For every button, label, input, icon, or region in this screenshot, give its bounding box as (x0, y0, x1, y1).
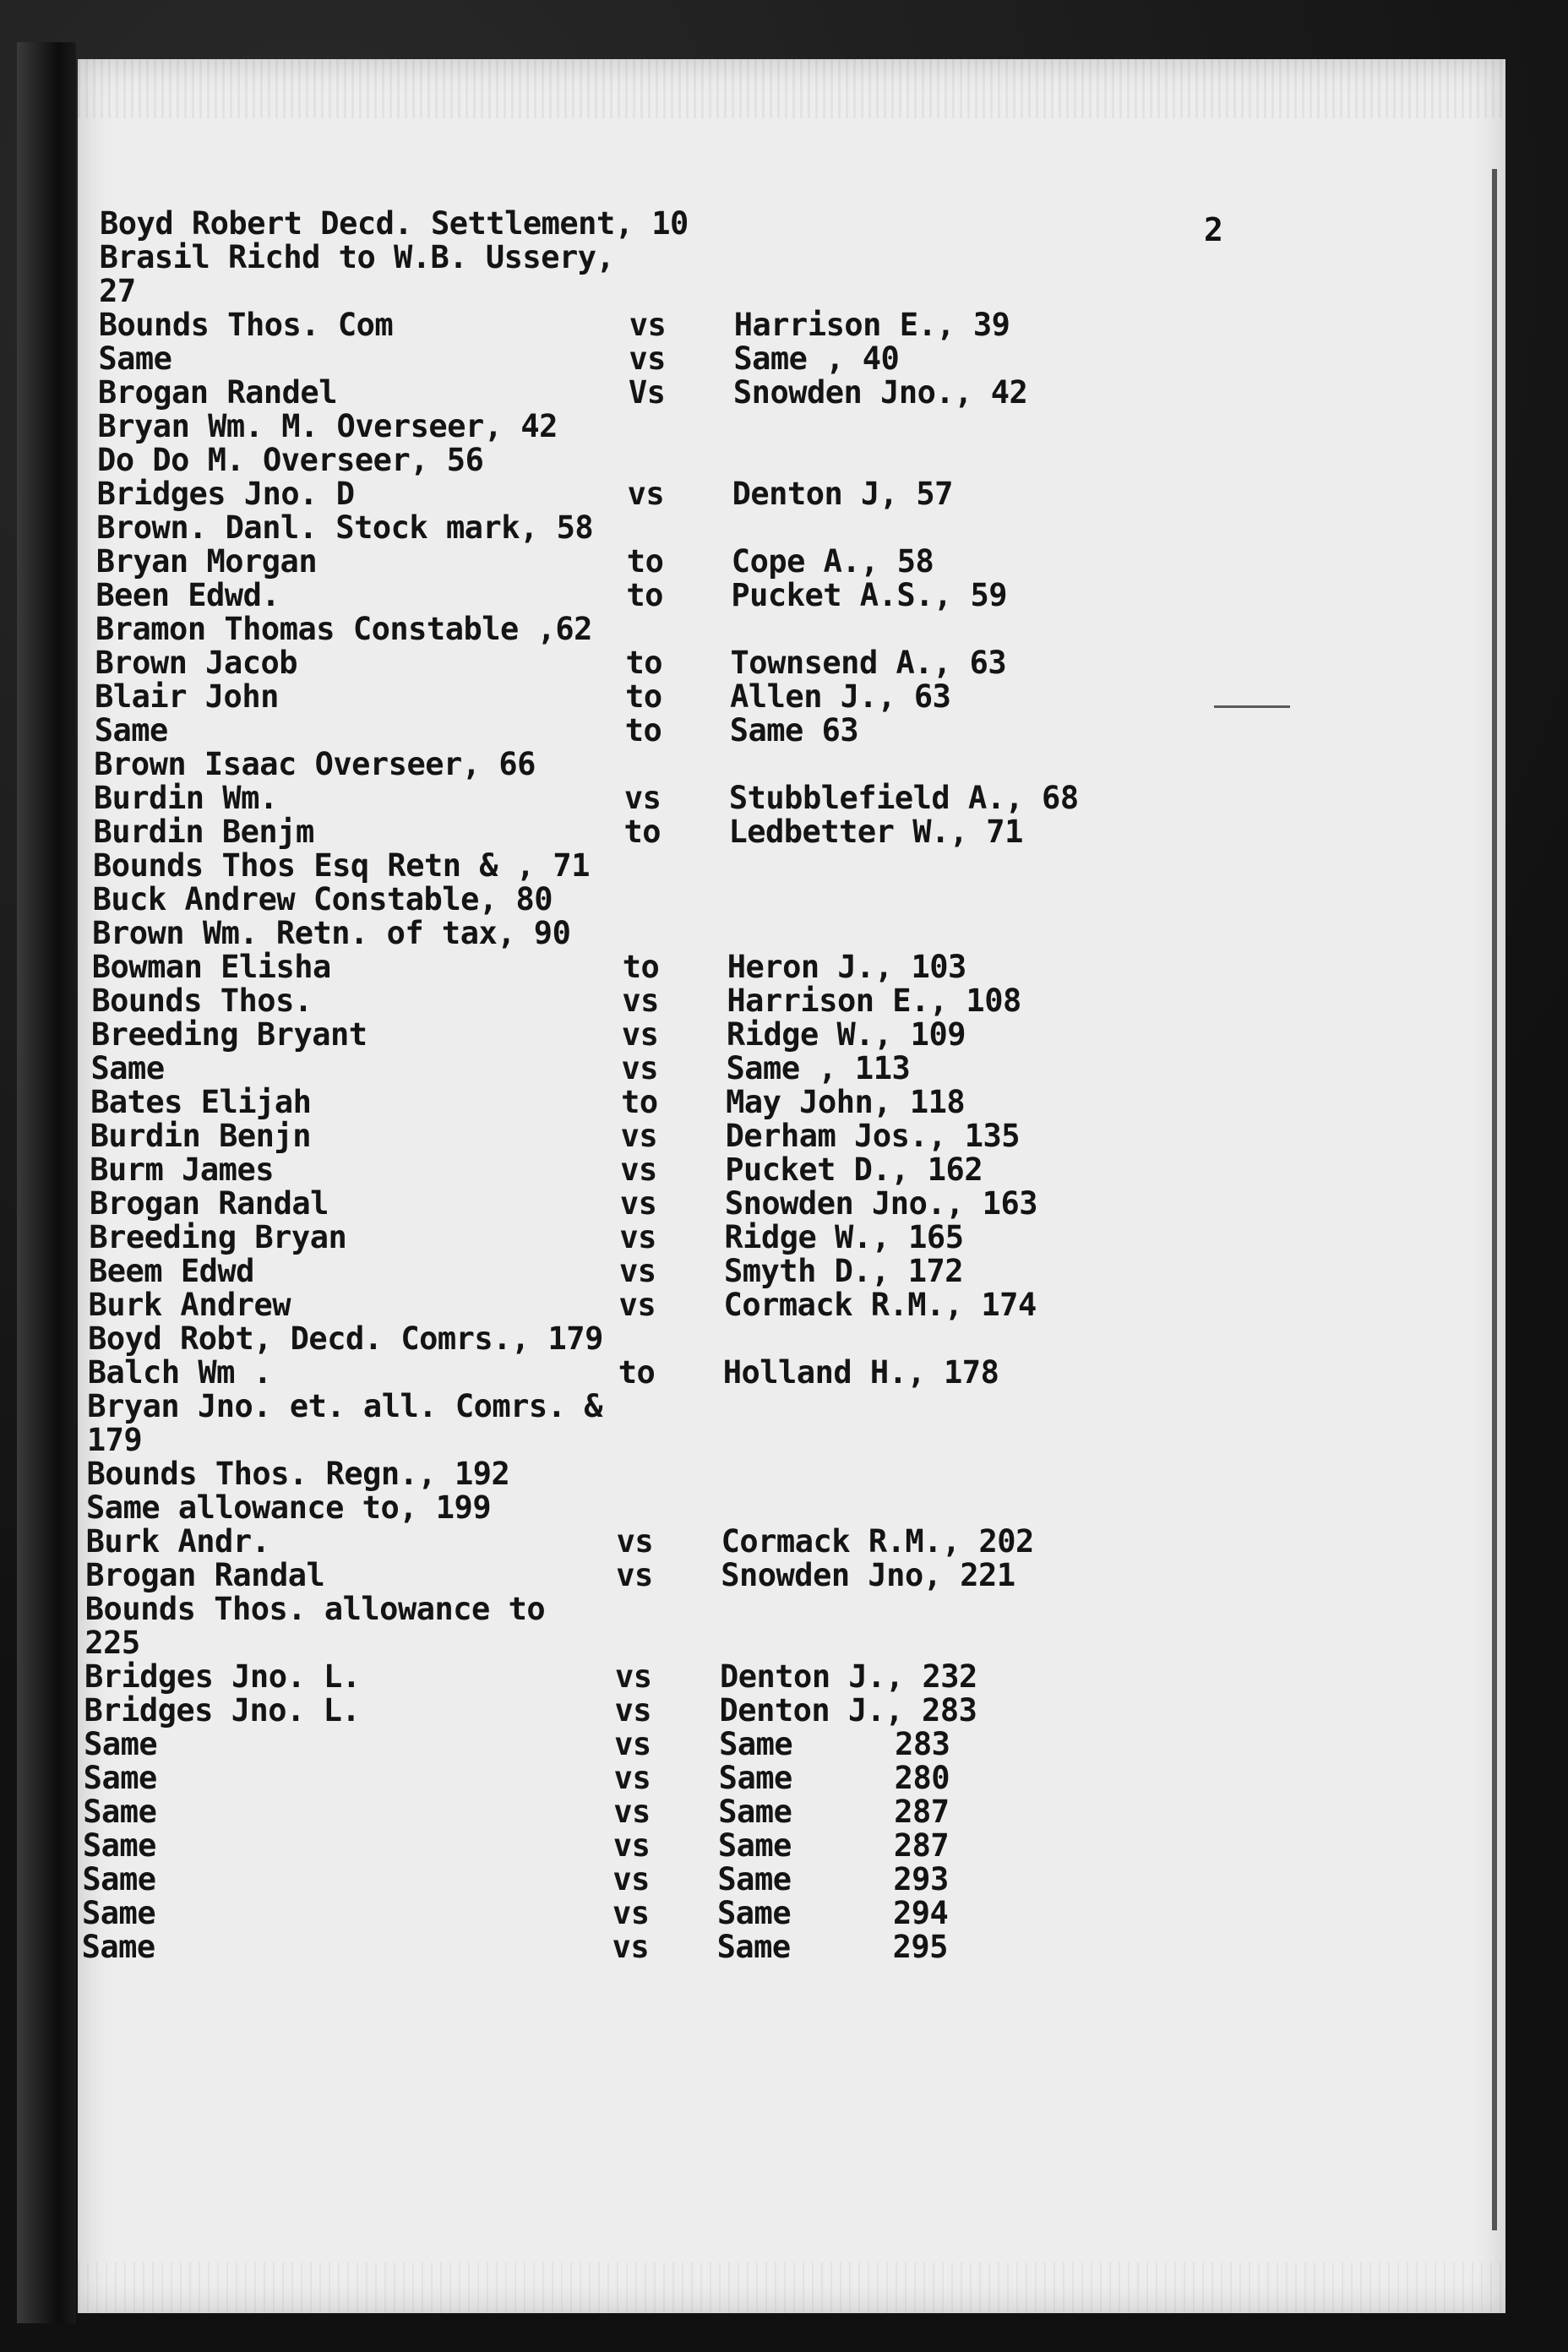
document-page (78, 59, 1505, 2313)
entry-name: Same (94, 712, 168, 749)
entry-name: Balch Wm . (87, 1354, 272, 1391)
entry-other-party: Same (717, 1861, 792, 1897)
entry-other-party: Snowden Jno, 221 (721, 1557, 1015, 1593)
entry-page-ref: 293 (893, 1861, 949, 1897)
entry-relation: vs (613, 1760, 651, 1796)
entry-other-party: Same (716, 1929, 791, 1965)
entry-other-party: Same (718, 1760, 792, 1796)
entry-name: Same (81, 1929, 155, 1965)
entry-other-party: Harrison E., 39 (733, 307, 1010, 343)
entry-name: Bridges Jno. L. (84, 1658, 361, 1695)
entry-relation: to (623, 814, 661, 850)
entry-other-party: Derham Jos., 135 (725, 1118, 1021, 1154)
entry-relation: vs (612, 1861, 650, 1897)
entry-name: Bryan Morgan (95, 543, 318, 580)
entry-other-party: Snowden Jno., 163 (724, 1185, 1038, 1222)
entry-page-ref: 294 (893, 1895, 949, 1931)
entry-name: Bounds Thos Esq Retn & , 71 (93, 847, 590, 884)
entry-relation: vs (629, 340, 666, 377)
index-entries (78, 59, 1505, 2313)
entry-relation: to (622, 949, 660, 985)
entry-name: Bryan Jno. et. all. Comrs. & (87, 1388, 603, 1424)
entry-name: 225 (84, 1625, 140, 1661)
entry-other-party: Snowden Jno., 42 (732, 374, 1028, 411)
entry-relation: to (626, 577, 663, 613)
entry-name: Same (98, 340, 172, 377)
entry-name: 179 (86, 1422, 143, 1458)
entry-relation: vs (620, 1118, 658, 1154)
entry-relation: vs (616, 1523, 654, 1560)
entry-relation: vs (612, 1895, 650, 1931)
entry-relation: to (626, 543, 664, 580)
entry-other-party: May John, 118 (726, 1084, 966, 1120)
entry-name: Been Edwd. (95, 577, 280, 613)
entry-relation: vs (622, 983, 659, 1019)
entry-name: Blair John (95, 678, 279, 715)
entry-name: Boyd Robt, Decd. Comrs., 179 (88, 1320, 603, 1357)
entry-relation: vs (614, 1658, 652, 1695)
entry-name: Bounds Thos. Com (98, 307, 394, 343)
entry-other-party: Same , 40 (733, 340, 900, 377)
entry-other-party: Same (717, 1895, 792, 1931)
entry-name: Bounds Thos. allowance to (84, 1591, 546, 1627)
entry-page-ref: 295 (892, 1929, 948, 1965)
entry-page-ref: 283 (895, 1726, 950, 1762)
entry-name: Same (82, 1895, 156, 1931)
entry-other-party: Cormack R.M., 174 (723, 1287, 1037, 1323)
page-number: 2 (1204, 211, 1223, 248)
entry-name: Do Do M. Overseer, 56 (97, 442, 484, 478)
entry-relation: to (621, 1084, 658, 1120)
entry-name: Bounds Thos. (91, 983, 313, 1019)
entry-name: Brown. Danl. Stock mark, 58 (96, 509, 594, 546)
entry-relation: vs (616, 1557, 653, 1593)
entry-other-party: Cormack R.M., 202 (721, 1523, 1034, 1560)
entry-name: Bramon Thomas Constable ,62 (95, 611, 592, 647)
entry-other-party: Cope A., 58 (731, 543, 934, 580)
entry-name: Burdin Wm. (93, 780, 278, 816)
entry-name: Burk Andr. (85, 1523, 270, 1560)
entry-name: Brogan Randal (85, 1557, 325, 1593)
entry-other-party: Denton J., 232 (719, 1658, 977, 1695)
entry-other-party: Stubblefield A., 68 (728, 780, 1079, 816)
entry-name: Bates Elijah (90, 1084, 312, 1120)
entry-name: Beem Edwd (88, 1253, 254, 1289)
entry-name: Burdin Benjn (90, 1118, 311, 1154)
entry-name: Same (82, 1827, 156, 1864)
entry-name: Brown Isaac Overseer, 66 (94, 746, 536, 782)
entry-name: Brown Jacob (95, 645, 298, 681)
entry-name: Bridges Jno. D (96, 476, 355, 512)
entry-name: Burm James (90, 1152, 274, 1188)
entry-relation: vs (618, 1253, 656, 1289)
entry-name: Breeding Bryant (90, 1016, 368, 1053)
entry-relation: vs (620, 1152, 657, 1188)
entry-other-party: Same (717, 1827, 792, 1864)
entry-relation: vs (619, 1219, 656, 1255)
entry-relation: to (625, 645, 663, 681)
entry-name: Brasil Richd to W.B. Ussery, (99, 239, 615, 275)
entry-other-party: Pucket D., 162 (725, 1152, 983, 1188)
entry-relation: vs (619, 1185, 657, 1222)
entry-name: Brogan Randal (89, 1185, 329, 1222)
entry-page-ref: 280 (894, 1760, 950, 1796)
entry-name: Brown Wm. Retn. of tax, 90 (92, 915, 571, 951)
entry-other-party: Denton J, 57 (732, 476, 953, 512)
entry-name: Burk Andrew (88, 1287, 291, 1323)
entry-name: Same (82, 1861, 156, 1897)
entry-other-party: Denton J., 283 (719, 1692, 977, 1729)
entry-other-party: Ridge W., 165 (724, 1219, 964, 1255)
entry-other-party: Ridge W., 109 (726, 1016, 966, 1053)
entry-name: Bowman Elisha (91, 949, 331, 985)
entry-relation: vs (621, 1016, 659, 1053)
entry-name: Boyd Robert Decd. Settlement, 10 (100, 205, 689, 242)
entry-name: Buck Andrew Constable, 80 (92, 881, 553, 917)
entry-other-party: Same 63 (729, 712, 859, 749)
entry-relation: vs (612, 1929, 650, 1965)
entry-relation: to (618, 1354, 656, 1391)
entry-name: Breeding Bryan (89, 1219, 347, 1255)
entry-other-party: Pucket A.S., 59 (731, 577, 1008, 613)
entry-relation: vs (629, 307, 667, 343)
entry-name: Same (84, 1726, 158, 1762)
entry-relation: to (624, 712, 662, 749)
entry-other-party: Same , 113 (726, 1050, 911, 1086)
entry-other-party: Heron J., 103 (727, 949, 966, 985)
entry-name: 27 (99, 273, 136, 309)
entry-relation: vs (621, 1050, 659, 1086)
entry-name: Same (83, 1794, 157, 1830)
entry-other-party: Same (718, 1794, 792, 1830)
entry-relation: vs (612, 1827, 651, 1864)
entry-other-party: Ledbetter W., 71 (728, 814, 1023, 850)
entry-other-party: Holland H., 178 (722, 1354, 999, 1391)
entry-other-party: Townsend A., 63 (730, 645, 1007, 681)
entry-name: Bryan Wm. M. Overseer, 42 (97, 408, 558, 444)
entry-relation: to (625, 678, 662, 715)
entry-relation: vs (618, 1287, 656, 1323)
entry-name: Bounds Thos. Regn., 192 (86, 1456, 510, 1492)
entry-relation: vs (614, 1692, 652, 1729)
entry-relation: vs (613, 1794, 651, 1830)
entry-relation: vs (614, 1726, 651, 1762)
entry-relation: vs (623, 780, 662, 816)
entry-other-party: Harrison E., 108 (727, 983, 1021, 1019)
entry-page-ref: 287 (894, 1794, 950, 1830)
entry-other-party: Allen J., 63 (730, 678, 951, 715)
entry-name: Burdin Benjm (93, 814, 314, 850)
entry-name: Same (90, 1050, 165, 1086)
entry-name: Bridges Jno. L. (84, 1692, 361, 1729)
entry-name: Same allowance to, 199 (86, 1489, 492, 1526)
entry-name: Same (83, 1760, 157, 1796)
entry-other-party: Same (719, 1726, 793, 1762)
entry-relation: vs (627, 476, 665, 512)
entry-relation: Vs (628, 374, 666, 411)
entry-name: Brogan Randel (97, 374, 337, 411)
entry-page-ref: 287 (893, 1827, 950, 1864)
binding-edge (17, 42, 76, 2323)
entry-other-party: Smyth D., 172 (723, 1253, 964, 1289)
